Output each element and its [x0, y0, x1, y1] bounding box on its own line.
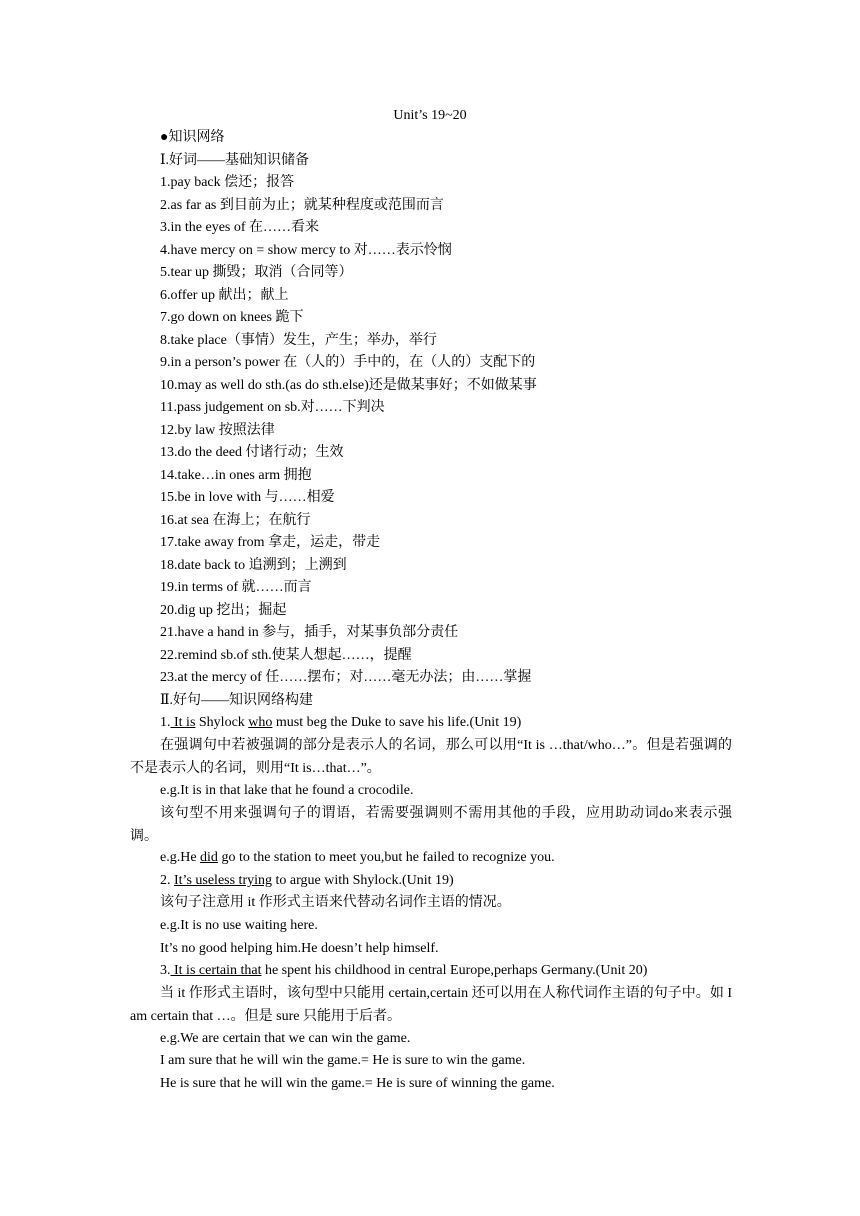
phrase-item: 10.may as well do sth.(as do sth.else)还是做某事好；不如做某事 [160, 378, 537, 393]
phrase-item: 7.go down on knees 跪下 [160, 310, 304, 325]
phrase-item: 9.in a person’s power 在（人的）手中的，在（人的）支配下的 [160, 355, 536, 370]
example-sentence: I am sure that he will win the game.= He is sure to win the game. [160, 1053, 526, 1068]
sentence-text: Shylock [195, 715, 249, 730]
phrase-item: 19.in terms of 就……而言 [160, 580, 312, 595]
phrase-item: 17.take away from 拿走，运走，带走 [160, 535, 381, 550]
part2-heading: Ⅱ.好句——知识网络构建 [160, 693, 314, 708]
example-sentence: e.g.It is in that lake that he found a crocodile. [160, 783, 414, 798]
phrase-item: 14.take…in ones arm 拥抱 [160, 468, 312, 483]
phrase-item: 20.dig up 挖出；掘起 [160, 603, 287, 618]
phrase-item: 16.at sea 在海上；在航行 [160, 513, 311, 528]
phrase-item: 8.take place（事情）发生，产生；举办，举行 [160, 333, 437, 348]
sentence-1 [160, 713, 521, 733]
sentence-3 [160, 961, 647, 981]
page-title: Unit’s 19~20 [393, 108, 467, 123]
section-heading: ●知识网络 [160, 130, 225, 145]
explanation-paragraph: 该句型不用来强调句子的谓语，若需要强调则不需用其他的手段，应用助动词do来表示强调。 [130, 806, 732, 844]
phrase-item: 4.have mercy on = show mercy to 对……表示怜悯 [160, 243, 452, 258]
underlined-phrase: It is certain that [170, 963, 262, 978]
phrase-item: 23.at the mercy of 任……摆布；对……毫无办法；由……掌握 [160, 670, 532, 685]
sentence-text: to argue with Shylock.(Unit 19) [272, 873, 454, 888]
underlined-phrase: It’s useless trying [174, 873, 272, 888]
example-text: go to the station to meet you,but he failed to recognize you. [217, 850, 555, 865]
example-text: e.g.He [160, 850, 201, 865]
phrase-item: 15.be in love with 与……相爱 [160, 490, 335, 505]
sentence-number: 2. [160, 873, 174, 888]
phrase-item: 13.do the deed 付诸行动；生效 [160, 445, 344, 460]
phrase-item: 3.in the eyes of 在……看来 [160, 220, 320, 235]
part1-heading: Ⅰ.好词——基础知识储备 [160, 153, 310, 168]
phrase-item: 12.by law 按照法律 [160, 423, 275, 438]
sentence-2 [160, 871, 454, 891]
underlined-phrase: It is [170, 715, 196, 730]
phrase-item: 5.tear up 撕毁；取消（合同等） [160, 265, 353, 280]
example-sentence [160, 848, 555, 868]
phrase-item: 1.pay back 偿还；报答 [160, 175, 295, 190]
underlined-phrase: who [248, 715, 273, 730]
sentence-number: 3. [160, 963, 171, 978]
sentence-text: he spent his childhood in central Europe,perhaps Germany.(Unit 20) [261, 963, 648, 978]
explanation-line: 该句子注意用 it 作形式主语来代替动名词作主语的情况。 [160, 895, 511, 910]
example-sentence: e.g.We are certain that we can win the game. [160, 1031, 411, 1046]
explanation-paragraph: 在强调句中若被强调的部分是表示人的名词，那么可以用“It is …that/who…”。但是若强调的不是表示人的名词，则用“It is…that…”。 [130, 738, 732, 776]
phrase-item: 11.pass judgement on sb.对……下判决 [160, 400, 385, 415]
example-sentence: It’s no good helping him.He doesn’t help himself. [160, 941, 439, 956]
example-sentence: He is sure that he will win the game.= He is sure of winning the game. [160, 1076, 555, 1091]
phrase-item: 18.date back to 追溯到；上溯到 [160, 558, 347, 573]
explanation-paragraph: 当 it 作形式主语时，该句型中只能用 certain,certain 还可以用在人称代词作主语的句子中。如 I am certain that …。但是 sure 只能用于后者。 [130, 986, 732, 1024]
underlined-word: did [200, 850, 218, 865]
phrase-item: 2.as far as 到目前为止；就某种程度或范围而言 [160, 198, 444, 213]
phrase-item: 22.remind sb.of sth.使某人想起……，提醒 [160, 648, 412, 663]
phrase-item: 21.have a hand in 参与，插手，对某事负部分责任 [160, 625, 459, 640]
example-sentence: e.g.It is no use waiting here. [160, 918, 318, 933]
sentence-text: must beg the Duke to save his life.(Unit 19) [272, 715, 522, 730]
phrase-item: 6.offer up 献出；献上 [160, 288, 289, 303]
sentence-number: 1. [160, 715, 171, 730]
